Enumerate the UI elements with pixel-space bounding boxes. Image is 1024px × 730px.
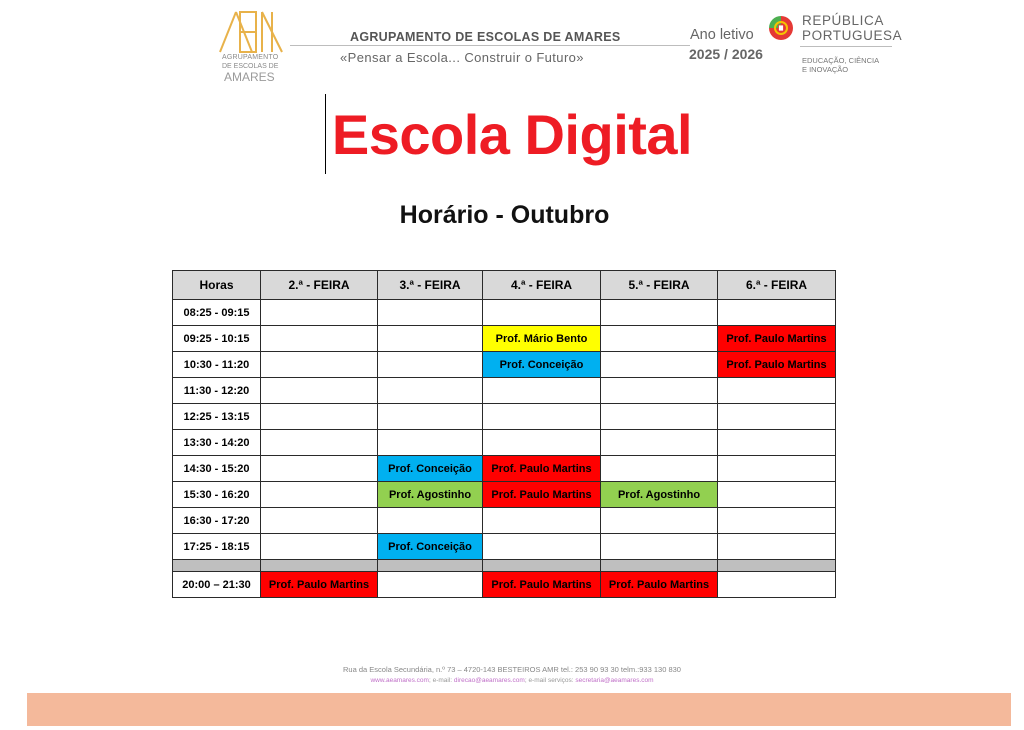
class-cell-thursday: Prof. Paulo Martins [601, 572, 718, 598]
empty-cell-friday [718, 378, 836, 404]
schedule-row [173, 326, 836, 352]
empty-cell-wednesday [483, 404, 601, 430]
empty-cell-tuesday [378, 508, 483, 534]
schedule-row [173, 352, 836, 378]
class-cell-thursday: Prof. Agostinho [601, 482, 718, 508]
time-slot-cell: 11:30 - 12:20 [173, 378, 261, 404]
empty-cell-thursday [601, 404, 718, 430]
header-divider [290, 45, 690, 46]
republic-divider [800, 46, 892, 47]
empty-cell-monday [261, 430, 378, 456]
school-logo-text-1: AGRUPAMENTO [222, 54, 279, 61]
empty-cell-tuesday [378, 352, 483, 378]
empty-cell-monday [261, 482, 378, 508]
class-cell-wednesday: Prof. Mário Bento [483, 326, 601, 352]
empty-cell-thursday [601, 534, 718, 560]
empty-cell-friday [718, 534, 836, 560]
schedule-row [173, 508, 836, 534]
schedule-row [173, 456, 836, 482]
school-year-label: Ano letivo [690, 27, 754, 43]
schedule-row [173, 430, 836, 456]
separator-cell [173, 560, 261, 572]
page-title: Escola Digital [331, 103, 693, 166]
empty-cell-thursday [601, 352, 718, 378]
empty-cell-thursday [601, 378, 718, 404]
empty-cell-friday [718, 456, 836, 482]
footer-band [27, 693, 1011, 726]
republic-text-1: REPÚBLICA [802, 13, 884, 28]
schedule-row [173, 572, 836, 598]
footer-website-link[interactable]: www.aeamares.com [370, 677, 429, 684]
column-header-wednesday: 4.ª - FEIRA [483, 271, 601, 300]
school-logo-text-2: DE ESCOLAS DE [222, 63, 279, 70]
empty-cell-monday [261, 326, 378, 352]
empty-cell-tuesday [378, 326, 483, 352]
empty-cell-wednesday [483, 378, 601, 404]
class-cell-tuesday: Prof. Conceição [378, 456, 483, 482]
empty-cell-tuesday [378, 378, 483, 404]
schedule-row [173, 404, 836, 430]
school-logo-mark-icon [216, 10, 288, 54]
empty-cell-monday [261, 300, 378, 326]
separator-cell [483, 560, 601, 572]
class-cell-wednesday: Prof. Conceição [483, 352, 601, 378]
time-slot-cell: 08:25 - 09:15 [173, 300, 261, 326]
class-cell-friday: Prof. Paulo Martins [718, 326, 836, 352]
time-slot-cell: 20:00 – 21:30 [173, 572, 261, 598]
empty-cell-wednesday [483, 430, 601, 456]
empty-cell-wednesday [483, 534, 601, 560]
empty-cell-monday [261, 352, 378, 378]
empty-cell-tuesday [378, 430, 483, 456]
empty-cell-monday [261, 508, 378, 534]
time-slot-cell: 09:25 - 10:15 [173, 326, 261, 352]
class-cell-wednesday: Prof. Paulo Martins [483, 482, 601, 508]
footer-contacts [0, 677, 1024, 684]
empty-cell-thursday [601, 326, 718, 352]
empty-cell-friday [718, 508, 836, 534]
separator-cell [378, 560, 483, 572]
empty-cell-friday [718, 404, 836, 430]
time-slot-cell: 13:30 - 14:20 [173, 430, 261, 456]
empty-cell-friday [718, 572, 836, 598]
empty-cell-wednesday [483, 508, 601, 534]
empty-cell-monday [261, 456, 378, 482]
schedule-header-row [173, 271, 836, 300]
republic-emblem-icon [766, 13, 796, 43]
footer-address: Rua da Escola Secundária, n.º 73 – 4720-143 BESTEIROS AMR tel.: 253 90 93 30 telm.:933 130 830 [343, 665, 681, 674]
class-cell-tuesday: Prof. Conceição [378, 534, 483, 560]
school-year-value: 2025 / 2026 [689, 46, 763, 62]
separator-cell [261, 560, 378, 572]
time-slot-cell: 17:25 - 18:15 [173, 534, 261, 560]
class-cell-friday: Prof. Paulo Martins [718, 352, 836, 378]
class-cell-wednesday: Prof. Paulo Martins [483, 456, 601, 482]
time-slot-cell: 14:30 - 15:20 [173, 456, 261, 482]
empty-cell-tuesday [378, 300, 483, 326]
class-cell-wednesday: Prof. Paulo Martins [483, 572, 601, 598]
empty-cell-monday [261, 534, 378, 560]
footer-email-link[interactable]: direcao@aeamares.com [453, 677, 525, 684]
class-cell-monday: Prof. Paulo Martins [261, 572, 378, 598]
column-header-friday: 6.ª - FEIRA [718, 271, 836, 300]
schedule-table [172, 270, 836, 598]
page-subtitle: Horário - Outubro [399, 201, 610, 229]
empty-cell-friday [718, 482, 836, 508]
empty-cell-monday [261, 378, 378, 404]
empty-cell-thursday [601, 508, 718, 534]
ministry-text-2: E INOVAÇÃO [802, 65, 849, 74]
time-slot-cell: 16:30 - 17:20 [173, 508, 261, 534]
school-logo [216, 10, 288, 84]
schedule-body [173, 300, 836, 598]
separator-cell [601, 560, 718, 572]
school-motto: «Pensar a Escola... Construir o Futuro» [340, 50, 584, 65]
column-header-hours: Horas [173, 271, 261, 300]
schedule-row [173, 378, 836, 404]
separator-cell [718, 560, 836, 572]
ministry-text-1: EDUCAÇÃO, CIÊNCIA [802, 56, 880, 65]
class-cell-tuesday: Prof. Agostinho [378, 482, 483, 508]
empty-cell-thursday [601, 430, 718, 456]
republic-text-2: PORTUGUESA [802, 28, 903, 43]
school-logo-text-3: AMARES [224, 70, 275, 84]
schedule-separator-row [173, 560, 836, 572]
footer-services-email-link[interactable]: secretaria@aeamares.com [575, 677, 654, 684]
column-header-tuesday: 3.ª - FEIRA [378, 271, 483, 300]
empty-cell-thursday [601, 456, 718, 482]
empty-cell-thursday [601, 300, 718, 326]
column-header-thursday: 5.ª - FEIRA [601, 271, 718, 300]
footer-services-label: ; e-mail serviços: [524, 677, 574, 684]
time-slot-cell: 15:30 - 16:20 [173, 482, 261, 508]
time-slot-cell: 12:25 - 13:15 [173, 404, 261, 430]
schedule-row [173, 534, 836, 560]
schedule-row [173, 300, 836, 326]
schedule-row [173, 482, 836, 508]
empty-cell-tuesday [378, 404, 483, 430]
school-name: AGRUPAMENTO DE ESCOLAS DE AMARES [350, 30, 621, 44]
empty-cell-wednesday [483, 300, 601, 326]
empty-cell-friday [718, 430, 836, 456]
empty-cell-monday [261, 404, 378, 430]
empty-cell-tuesday [378, 572, 483, 598]
column-header-monday: 2.ª - FEIRA [261, 271, 378, 300]
footer-email-label: ; e-mail: [428, 677, 453, 684]
time-slot-cell: 10:30 - 11:20 [173, 352, 261, 378]
empty-cell-friday [718, 300, 836, 326]
